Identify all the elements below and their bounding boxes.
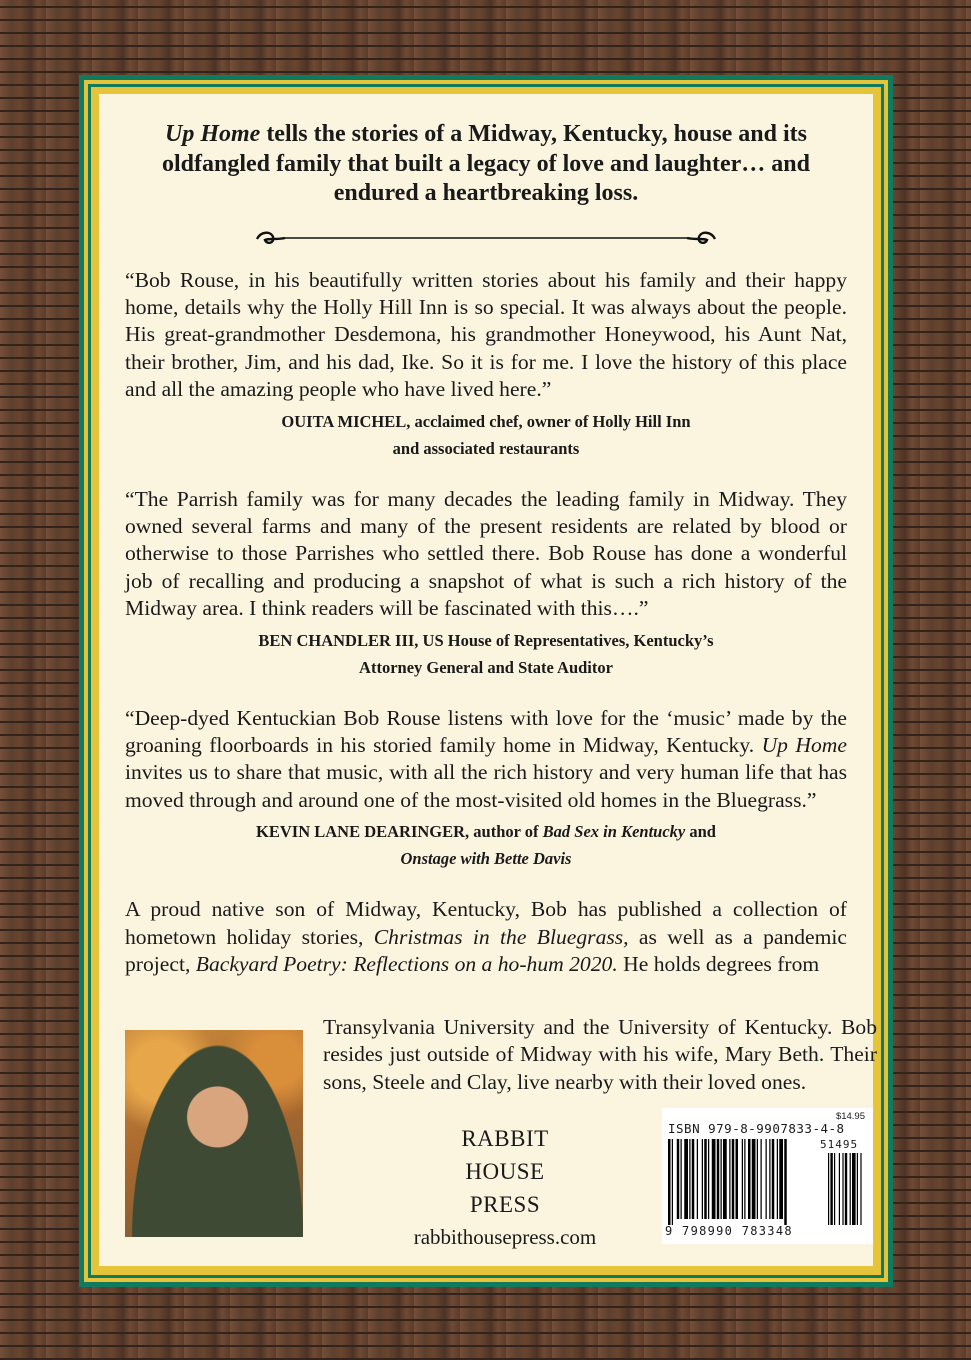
barcode-bar bbox=[742, 1139, 743, 1219]
content-column bbox=[125, 120, 847, 978]
barcode-bar bbox=[721, 1139, 722, 1219]
barcode-bar bbox=[681, 1139, 682, 1219]
barcode-bar bbox=[757, 1139, 758, 1219]
addon-bar bbox=[860, 1153, 861, 1225]
ean-bars bbox=[668, 1139, 868, 1225]
barcode-bar bbox=[712, 1139, 716, 1219]
barcode-bar bbox=[766, 1139, 767, 1219]
barcode-bar bbox=[744, 1139, 745, 1219]
quote-attribution: KEVIN LANE DEARINGER, author of Bad Sex in Kentucky and Onstage with Bette Davis bbox=[256, 822, 716, 869]
barcode-bar bbox=[702, 1139, 703, 1219]
addon-digits: 51495 bbox=[820, 1138, 859, 1151]
intro-blurb: Up Home tells the stories of a Midway, Kentucky, house and its oldfangled family that built a legacy of love and laughter… and endured a heartbreaking loss. bbox=[161, 121, 811, 206]
addon-bar bbox=[850, 1153, 851, 1225]
addon-bar bbox=[839, 1153, 840, 1225]
quote-ben-chandler bbox=[125, 486, 847, 681]
addon-bar bbox=[834, 1153, 835, 1225]
barcode-bar bbox=[677, 1139, 680, 1219]
barcode-bar bbox=[729, 1139, 730, 1219]
barcode-bar bbox=[689, 1139, 690, 1219]
publisher-name-line1: RABBIT bbox=[461, 1126, 549, 1151]
barcode-bar bbox=[704, 1139, 707, 1219]
isbn-barcode bbox=[662, 1108, 873, 1244]
barcode-bar bbox=[772, 1139, 775, 1219]
barcode-bar bbox=[777, 1139, 778, 1219]
barcode-bar bbox=[779, 1139, 783, 1219]
barcode-bar bbox=[784, 1139, 787, 1225]
quote-attribution: OUITA MICHEL, acclaimed chef, owner of Holly Hill Inn and associated restaurants bbox=[281, 411, 691, 458]
quote-ouita-michel bbox=[125, 267, 847, 462]
quote-text: “Bob Rouse, in his beautifully written stories about his family and their happy home, details why the Holly Hill Inn is so special. It was always about the people. His great-grandmother Desdemona, his grandmother Honeywood, his Aunt Nat, their brother, Jim, and his dad, Ike. So it is for me. I love the history of this place and all the amazing people who have lived here.” bbox=[125, 267, 847, 402]
barcode-bar bbox=[668, 1139, 671, 1225]
addon-bar bbox=[842, 1153, 843, 1225]
price-label: $14.95 bbox=[835, 1111, 865, 1122]
addon-bar bbox=[857, 1153, 858, 1225]
barcode-bar bbox=[692, 1139, 695, 1219]
barcode-bar bbox=[761, 1139, 762, 1219]
barcode-bar bbox=[684, 1139, 688, 1219]
author-bio: A proud native son of Midway, Kentucky, Bob has published a collection of hometown holiday stories, Christmas in the Bluegrass, as well as a pandemic project, Backyard Poetry: Reflections on a ho-hum 2020. He holds degrees from bbox=[125, 897, 848, 976]
quote-text: “The Parrish family was for many decades the leading family in Midway. They owned several farms and many of the present residents are related by blood or otherwise to those Parrishes who settled there. Bob Rouse has done a wonderful job of recalling and producing a snapshot of what is such a rich history of the Midway area. I think readers will be fascinated with this….” bbox=[125, 486, 847, 621]
addon-bar bbox=[845, 1153, 847, 1225]
addon-bar bbox=[830, 1153, 832, 1225]
barcode-bar bbox=[672, 1139, 673, 1225]
ornamental-divider bbox=[251, 227, 721, 249]
barcode-bar bbox=[732, 1139, 735, 1219]
barcode-bar bbox=[769, 1139, 770, 1219]
addon-bar bbox=[852, 1153, 856, 1225]
barcode-bar bbox=[736, 1139, 739, 1219]
quote-kevin-dearinger bbox=[125, 705, 847, 873]
publisher-website: rabbithousepress.com bbox=[413, 1225, 597, 1249]
ean-digits: 9 798990 783348 bbox=[665, 1224, 793, 1238]
barcode-bar bbox=[697, 1139, 698, 1219]
addon-bar bbox=[828, 1153, 829, 1225]
publisher-name-line3: PRESS bbox=[469, 1192, 541, 1217]
author-photo bbox=[125, 1030, 303, 1237]
barcode-bar bbox=[723, 1139, 727, 1219]
isbn-label: ISBN 979-8-9907833-4-8 bbox=[668, 1121, 845, 1136]
author-bio-continued: Transylvania University and the University of Kentucky. Bob resides just outside of Midway with his wife, Mary Beth. Their sons, Steele and Clay, live nearby with their loved ones. bbox=[323, 1015, 877, 1094]
publisher-info bbox=[390, 1122, 620, 1254]
quote-text: “Deep-dyed Kentuckian Bob Rouse listens with love for the ‘music’ made by the groaning floorboards in his storied family home in Midway, Kentucky. Up Home invites us to share that music, with all the rich history and very human life that has moved through and around one of the most-visited old homes in the Bluegrass.” bbox=[125, 705, 847, 812]
barcode-bar bbox=[748, 1139, 751, 1219]
barcode-bar bbox=[708, 1139, 709, 1219]
barcode-bar bbox=[752, 1139, 756, 1219]
barcode-bar bbox=[717, 1139, 720, 1219]
quote-attribution: BEN CHANDLER III, US House of Representatives, Kentucky’s Attorney General and State Auditor bbox=[258, 630, 714, 677]
publisher-name-line2: HOUSE bbox=[465, 1159, 545, 1184]
